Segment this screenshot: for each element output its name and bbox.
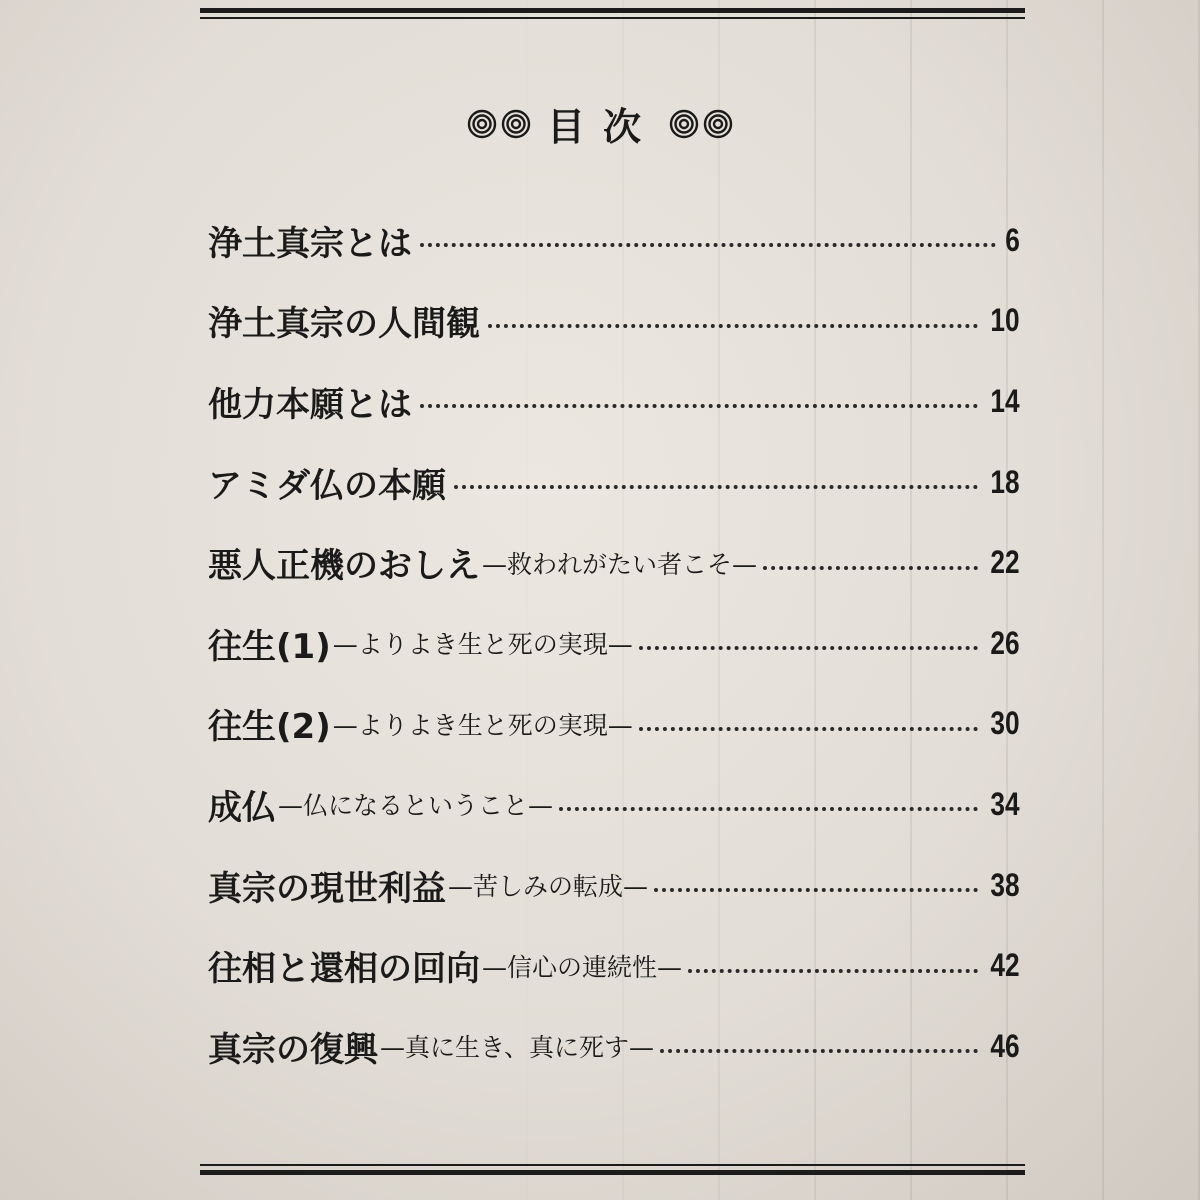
toc-entry-subtitle: —よりよき生と死の実現— <box>332 710 633 740</box>
toc-entry[interactable] <box>208 1006 1020 1087</box>
top-double-rule <box>200 8 1025 19</box>
toc-entry[interactable] <box>208 845 1020 926</box>
leader-dots <box>660 1049 978 1053</box>
toc-entry-page: 22 <box>990 544 1020 581</box>
leader-dots <box>654 888 978 892</box>
toc-entry[interactable] <box>208 603 1020 684</box>
toc-entry[interactable] <box>208 764 1020 845</box>
toc-entry-page: 26 <box>990 624 1020 661</box>
toc-entry-title: 往生(2) <box>208 707 331 748</box>
toc-entry-title: 往生(1) <box>208 626 331 667</box>
toc-entry[interactable] <box>208 361 1020 442</box>
toc-entry-title: 成仏 <box>208 787 276 828</box>
leader-dots <box>688 969 978 973</box>
toc-entry-subtitle: —真に生き、真に死す— <box>380 1033 655 1063</box>
leader-dots <box>639 646 979 650</box>
concentric-circle-icon <box>467 109 497 139</box>
toc-entry-page: 6 <box>1005 221 1020 258</box>
toc-entry-subtitle: —救われがたい者こそ— <box>482 549 758 579</box>
toc-entry-page: 14 <box>990 382 1020 419</box>
toc-title: 目次 <box>546 105 659 149</box>
toc-entry[interactable] <box>208 442 1020 523</box>
toc-entry[interactable] <box>208 200 1020 281</box>
toc-entry-title: 真宗の現世利益 <box>208 868 446 909</box>
toc-entry-page: 42 <box>990 947 1020 984</box>
toc-entry-page: 18 <box>990 463 1020 500</box>
toc-entry-title: 往相と還相の回向 <box>208 949 480 990</box>
toc-entry-page: 46 <box>990 1027 1020 1064</box>
toc-entry-title: 他力本願とは <box>208 384 412 425</box>
double-circle-ornament-left <box>467 109 531 139</box>
leader-dots <box>420 404 978 408</box>
toc-entry[interactable] <box>208 522 1020 603</box>
leader-dots <box>639 727 979 731</box>
toc-entry-title: 浄土真宗の人間観 <box>208 304 480 345</box>
toc-entry-title: 真宗の復興 <box>208 1029 378 1070</box>
toc-entry-page: 34 <box>990 785 1020 822</box>
leader-dots <box>559 807 978 811</box>
toc-entry-page: 30 <box>990 705 1020 742</box>
toc-entry-page: 10 <box>990 302 1020 339</box>
toc-entry-subtitle: —信心の連続性— <box>482 952 683 982</box>
toc-list <box>208 200 1020 1087</box>
toc-entry-subtitle: —苦しみの転成— <box>448 872 649 902</box>
concentric-circle-icon <box>703 109 733 139</box>
concentric-circle-icon <box>501 109 531 139</box>
double-circle-ornament-right <box>669 109 733 139</box>
toc-entry[interactable] <box>208 684 1020 765</box>
toc-entry-subtitle: —よりよき生と死の実現— <box>332 630 633 660</box>
toc-entry-title: 悪人正機のおしえ <box>208 546 480 587</box>
toc-entry[interactable] <box>208 925 1020 1006</box>
toc-entry-title: アミダ仏の本願 <box>208 465 446 506</box>
bottom-double-rule <box>200 1164 1025 1175</box>
toc-entry-page: 38 <box>990 866 1020 903</box>
toc-entry-subtitle: —仏になるということ— <box>278 791 554 821</box>
toc-heading <box>0 96 1200 151</box>
leader-dots <box>454 485 978 489</box>
leader-dots <box>763 566 978 570</box>
toc-entry-title: 浄土真宗とは <box>208 223 412 264</box>
leader-dots <box>488 324 978 328</box>
toc-entry[interactable] <box>208 281 1020 362</box>
leader-dots <box>420 243 996 247</box>
concentric-circle-icon <box>669 109 699 139</box>
